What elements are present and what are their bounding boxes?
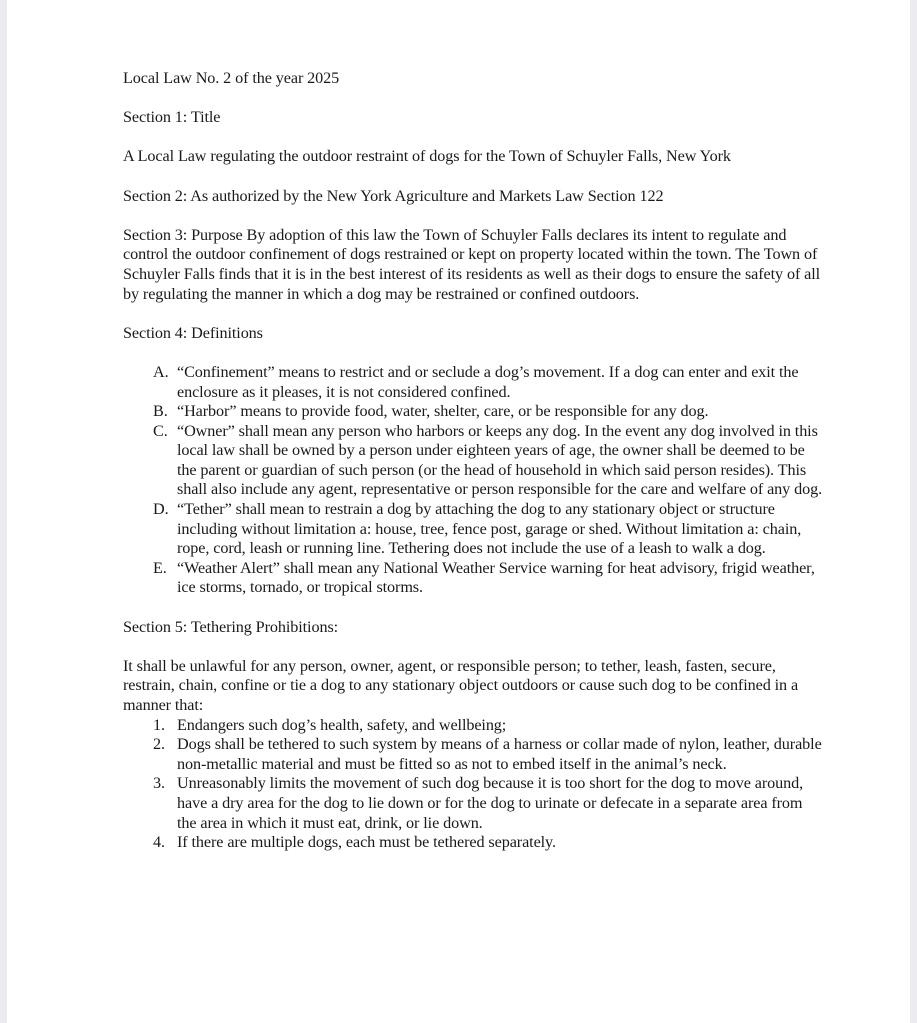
prohibition-text: If there are multiple dogs, each must be tethered separately.: [177, 833, 556, 852]
list-marker: C.: [153, 421, 168, 440]
definition-item-owner: [123, 422, 823, 500]
document-page: [123, 69, 823, 872]
definition-text: “Harbor” means to provide food, water, shelter, care, or be responsible for any dog.: [177, 402, 709, 421]
section-1-heading: Section 1: Title: [123, 108, 221, 127]
list-marker: A.: [153, 362, 169, 381]
prohibitions-list: [123, 716, 823, 853]
definition-text: “Owner” shall mean any person who harbors or keeps any dog. In the event any dog involved in this local law shall be owned by a person under eighteen years of age, the owner shall be deemed to be the parent or guardian of such person (or the head of household in which said person resides). This shall also include any agent, representative or person responsible for the care and welfare of any dog.: [177, 421, 823, 499]
section-3-purpose: Section 3: Purpose By adoption of this law the Town of Schuyler Falls declares its intent to regulate and control the outdoor confinement of dogs restrained or kept on property located within the town. The Town of Schuyler Falls finds that it is in the best interest of its residents as well as their dogs to ensure the safety of all by regulating the manner in which a dog may be restrained or confined outdoors.: [123, 225, 821, 303]
prohibition-item: [123, 735, 823, 774]
law-header: Local Law No. 2 of the year 2025: [123, 69, 340, 87]
list-marker: D.: [153, 500, 169, 519]
prohibition-text: Dogs shall be tethered to such system by means of a harness or collar made of nylon, leather, durable non-metallic material and must be fitted so as not to embed itself in the animal’s neck.: [177, 735, 822, 773]
section-5-heading: Section 5: Tethering Prohibitions:: [123, 617, 339, 636]
list-marker: 4.: [153, 833, 165, 852]
section-4-heading: Section 4: Definitions: [123, 323, 263, 342]
definition-text: “Tether” shall mean to restrain a dog by attaching the dog to any stationary object or structure including without limitation a: house, tree, fence post, garage or shed. Without limitation a: chain, rope, cord, leash or running line. Tethering does not include the use of a leash to walk a dog.: [177, 500, 802, 558]
list-marker: E.: [153, 558, 167, 577]
prohibition-item: [123, 833, 823, 853]
list-marker: 2.: [153, 735, 165, 754]
list-marker: 1.: [153, 715, 165, 734]
section-2-heading: Section 2: As authorized by the New York Agriculture and Markets Law Section 122: [123, 186, 664, 205]
section-1-text: A Local Law regulating the outdoor restraint of dogs for the Town of Schuyler Falls, New York: [123, 147, 731, 166]
definition-item-harbor: [123, 402, 823, 422]
prohibition-item: [123, 774, 823, 833]
definition-item-tether: [123, 500, 823, 559]
definitions-list: [123, 363, 823, 598]
list-marker: 3.: [153, 774, 165, 793]
section-5-intro: It shall be unlawful for any person, owner, agent, or responsible person; to tether, leash, fasten, secure, restrain, chain, confine or tie a dog to any stationary object outdoors or cause such dog to be confined in a manner that:: [123, 656, 799, 714]
definition-text: “Weather Alert” shall mean any National Weather Service warning for heat advisory, frigid weather, ice storms, tornado, or tropical storms.: [177, 558, 815, 597]
prohibition-text: Unreasonably limits the movement of such dog because it is too short for the dog to move around, have a dry area for the dog to lie down or for the dog to urinate or defecate in a separate area from the area in which it must eat, drink, or lie down.: [177, 774, 804, 832]
prohibition-text: Endangers such dog’s health, safety, and wellbeing;: [177, 715, 507, 734]
definition-text: “Confinement” means to restrict and or seclude a dog’s movement. If a dog can enter and exit the enclosure as it pleases, it is not considered confined.: [177, 362, 799, 401]
definition-item-confinement: [123, 363, 823, 402]
list-marker: B.: [153, 402, 168, 421]
prohibition-item: [123, 716, 823, 736]
definition-item-weather-alert: [123, 559, 823, 598]
